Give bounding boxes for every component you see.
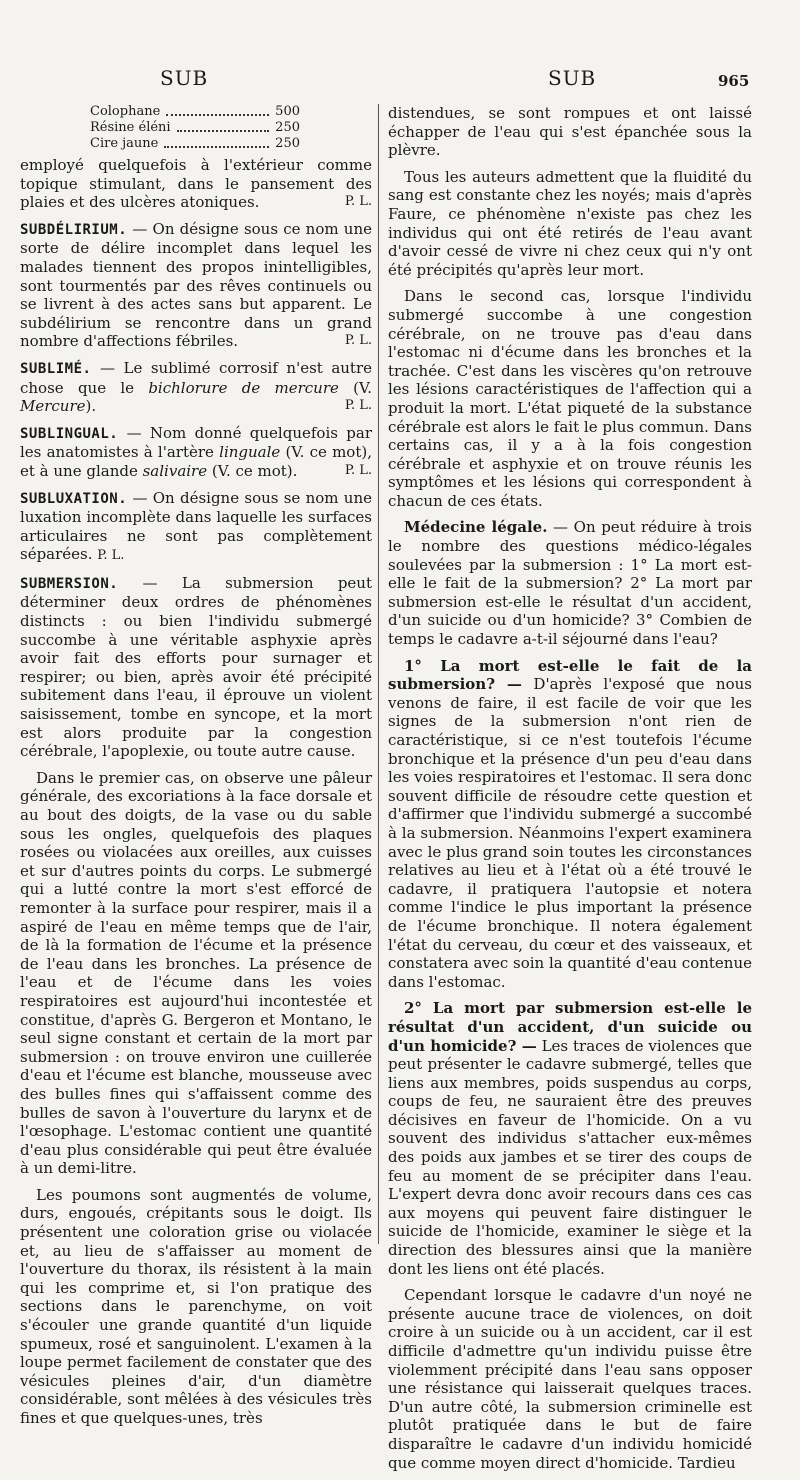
paragraph: Tous les auteurs admettent que la fluidité du sang est constante chez les noyés; mais d'après Faure, ce phénomène n'existe pas chez les individus qui ont été retirés de l'eau avant d'avoir cessé de vivre ni chez ceux qui n'y ont été précipités qu'après leur mort. [388,167,752,279]
paragraph: Les poumons sont augmentés de volume, durs, engoués, crépitants sous le doigt. Ils présentent une coloration grise ou violacée et, au lieu de s'affaisser au moment de l'ouverture du thorax, ils résistent à la main qui les comprime et, si l'on pratique des sections dans le parenchyme, on voit s'écouler une grande quantité d'un liquide spumeux, rosé et sanguinolent. L'examen à la loupe permet facilement de constater que des vésicules pleines d'air, d'un diamètre considérable, sont mêlées à des vésicules très fines et que quelques-unes, très [20,1185,372,1427]
paragraph: employé quelquefois à l'extérieur comme topique stimulant, dans le pansement des plaies et des ulcères atoniques. P. L. [20,156,372,212]
entry-heading: SUBLIMÉ. [20,360,92,377]
left-column [20,104,372,1436]
author-initials: P. L. [344,398,372,414]
recipe-value: 500 [275,104,300,119]
entry-sublime: SUBLIMÉ. — Le sublimé corrosif n'est autre chose que le bichlorure de mercure (V. Mercure). P. L. [20,358,372,416]
question-1: 1° La mort est-elle le fait de la submersion? — D'après l'exposé que nous venons de faire, il est facile de voir que les signes de la submersion n'ont rien de caractéristique, si ce n'est toutefois l'écume bronchique et la présence d'un peu d'eau dans les voies respiratoires et l'estomac. Il sera donc souvent difficile de résoudre cette question et d'affirmer que l'individu submergé a succombé à la submersion. Néanmoins l'expert examinera avec le plus grand soin toutes les circonstances relatives au lieu et à l'état où a été trouvé le cadavre, il pratiquera l'autopsie et notera comme l'indice le plus important la présence de l'écume bronchique. Il notera également l'état du cerveau, du cœur et des vaisseaux, et constatera avec soin la quantité d'eau contenue dans l'estomac. [388,656,753,991]
header-left: SUB [160,66,209,90]
author-initials: P. L. [344,333,372,349]
paragraph: Cependant lorsque le cadavre d'un noyé ne présente aucune trace de violences, on doit croire à un suicide ou à un accident, car il est difficile d'admettre qu'un individu puisse être violemment précipité dans l'eau sans opposer une résistance qui laisserait quelques traces. D'un autre côté, la submersion criminelle est plutôt pratiquée dans le but de faire disparaître le cadavre d'un individu homicidé que comme moyen direct d'homicide. Tardieu [388,1286,752,1472]
right-column [388,104,752,1480]
recipe-name: Résine éléni [90,120,171,135]
recipe-name: Colophane [90,104,161,119]
question-heading: 2° La mort par submersion est-elle le résultat d'un accident, d'un suicide ou d'un homicide? — [388,999,752,1055]
author-initials: P. L. [97,548,125,564]
recipe-value: 250 [275,136,300,151]
recipe-name: Cire jaune [90,136,159,151]
recipe-row [90,104,300,120]
entry-heading: SUBMERSION. [20,575,119,592]
paragraph: distendues, se sont rompues et ont laissé échapper de l'eau qui s'est épanchée sous la plèvre. [388,104,752,160]
paragraph: Dans le premier cas, on observe une pâleur générale, des excoriations à la face dorsale et au bout des doigts, de la vase ou du sable sous les ongles, quelquefois des plaques rosées ou violacées aux oreilles, aux cuisses et sur d'autres points du corps. Le submergé qui a lutté contre la mort s'est efforcé de remonter à la surface pour respirer, mais il a aspiré de l'eau en même temps que de l'air, de là la formation de l'écume et la présence de l'eau dans les bronches. La présence de l'eau et de l'écume dans les voies respiratoires est aujourd'hui incontestée et constitue, d'après G. Bergeron et Montano, le seul signe constant et certain de la mort par submersion : on trouve environ une cuillerée d'eau et l'écume est blanche, mousseuse avec des bulles fines qui s'affaissent comme des bulles de savon à l'ouverture du larynx et de l'œsophage. L'estomac contient une quantité d'eau plus considérable qui peut être évaluée à un demi-litre. [20,768,372,1178]
section-heading: Médecine légale. [404,518,548,537]
recipe-table [90,104,300,152]
running-header [0,62,800,92]
recipe-row [90,120,300,136]
column-divider [378,104,379,1244]
entry-submersion: SUBMERSION. — La submersion peut déterminer deux ordres de phénomènes distincts : ou bien l'individu submergé succombe à une véritable asphyxie après avoir fait des efforts pour surnager et respirer; ou bien, après avoir été précipité subitement dans l'eau, il éprouve un violent saisissement, tombe en syncope, et la mort est alors produite par la congestion cérébrale, l'apoplexie, ou toute autre cause. [20,573,372,761]
header-right: SUB [548,66,597,90]
question-heading: 1° La mort est-elle le fait de la submersion? — [388,656,752,694]
author-initials: P. L. [344,194,372,210]
page-number: 965 [718,72,750,90]
recipe-row [90,136,300,152]
entry-heading: SUBDÉLIRIUM. [20,221,128,238]
author-initials: P. L. [344,462,372,478]
entry-subluxation: SUBLUXATION. — On désigne sous se nom une luxation incomplète dans laquelle les surfaces articulaires ne sont pas complètement séparées. P. L. [20,488,372,564]
section-medecine-legale: Médecine légale. — On peut réduire à trois le nombre des questions médico-légales soulevées par la submersion : 1° La mort est-elle le fait de la submersion? 2° La mort par submersion est-elle le résultat d'un accident, d'un suicide ou d'un homicide? 3° Combien de temps le cadavre a-t-il séjourné dans l'eau? [388,518,752,649]
paragraph: Dans le second cas, lorsque l'individu submergé succombe à une congestion cérébrale, on ne trouve pas d'eau dans l'estomac ni d'écume dans les bronches et la trachée. C'est dans les viscères qu'on retrouve les lésions caractéristiques de l'affection qui a produit la mort. L'état piqueté de la substance cérébrale est alors le fait le plus commun. Dans certains cas, il y a à la fois congestion cérébrale et asphyxie et on trouve réunis les symptômes et les lésions qui correspondent à chacun de ces états. [388,287,752,510]
entry-heading: SUBLINGUAL. [20,425,119,442]
recipe-value: 250 [275,120,300,135]
entry-heading: SUBLUXATION. [20,490,128,507]
question-2: 2° La mort par submersion est-elle le résultat d'un accident, d'un suicide ou d'un homicide? — Les traces de violences que peut présenter le cadavre submergé, telles que liens aux membres, poids suspendus au corps, coups de feu, ne sauraient être des preuves décisives en faveur de l'homicide. On a vu souvent des individus s'attacher eux-mêmes des poids aux jambes et se tirer des coups de feu au moment de se précipiter dans l'eau. L'expert devra donc avoir recours dans ces cas aux moyens qui peuvent faire distinguer le suicide de l'homicide, examiner le siège et la direction des blessures ainsi que la manière dont les liens ont été placés. [388,999,752,1278]
entry-sublingual: SUBLINGUAL. — Nom donné quelquefois par les anatomistes à l'artère linguale (V. ce mot), et à une glande salivaire (V. ce mot). P. L. [20,423,372,480]
entry-subdelirium: SUBDÉLIRIUM. — On désigne sous ce nom une sorte de délire incomplet dans lequel les malades tiennent des propos inintelligibles, sont tourmentés par des rêves continuels ou se livrent à des actes sans but apparent. Le subdélirium se rencontre dans un grand nombre d'affections fébriles. P. L. [20,219,372,351]
